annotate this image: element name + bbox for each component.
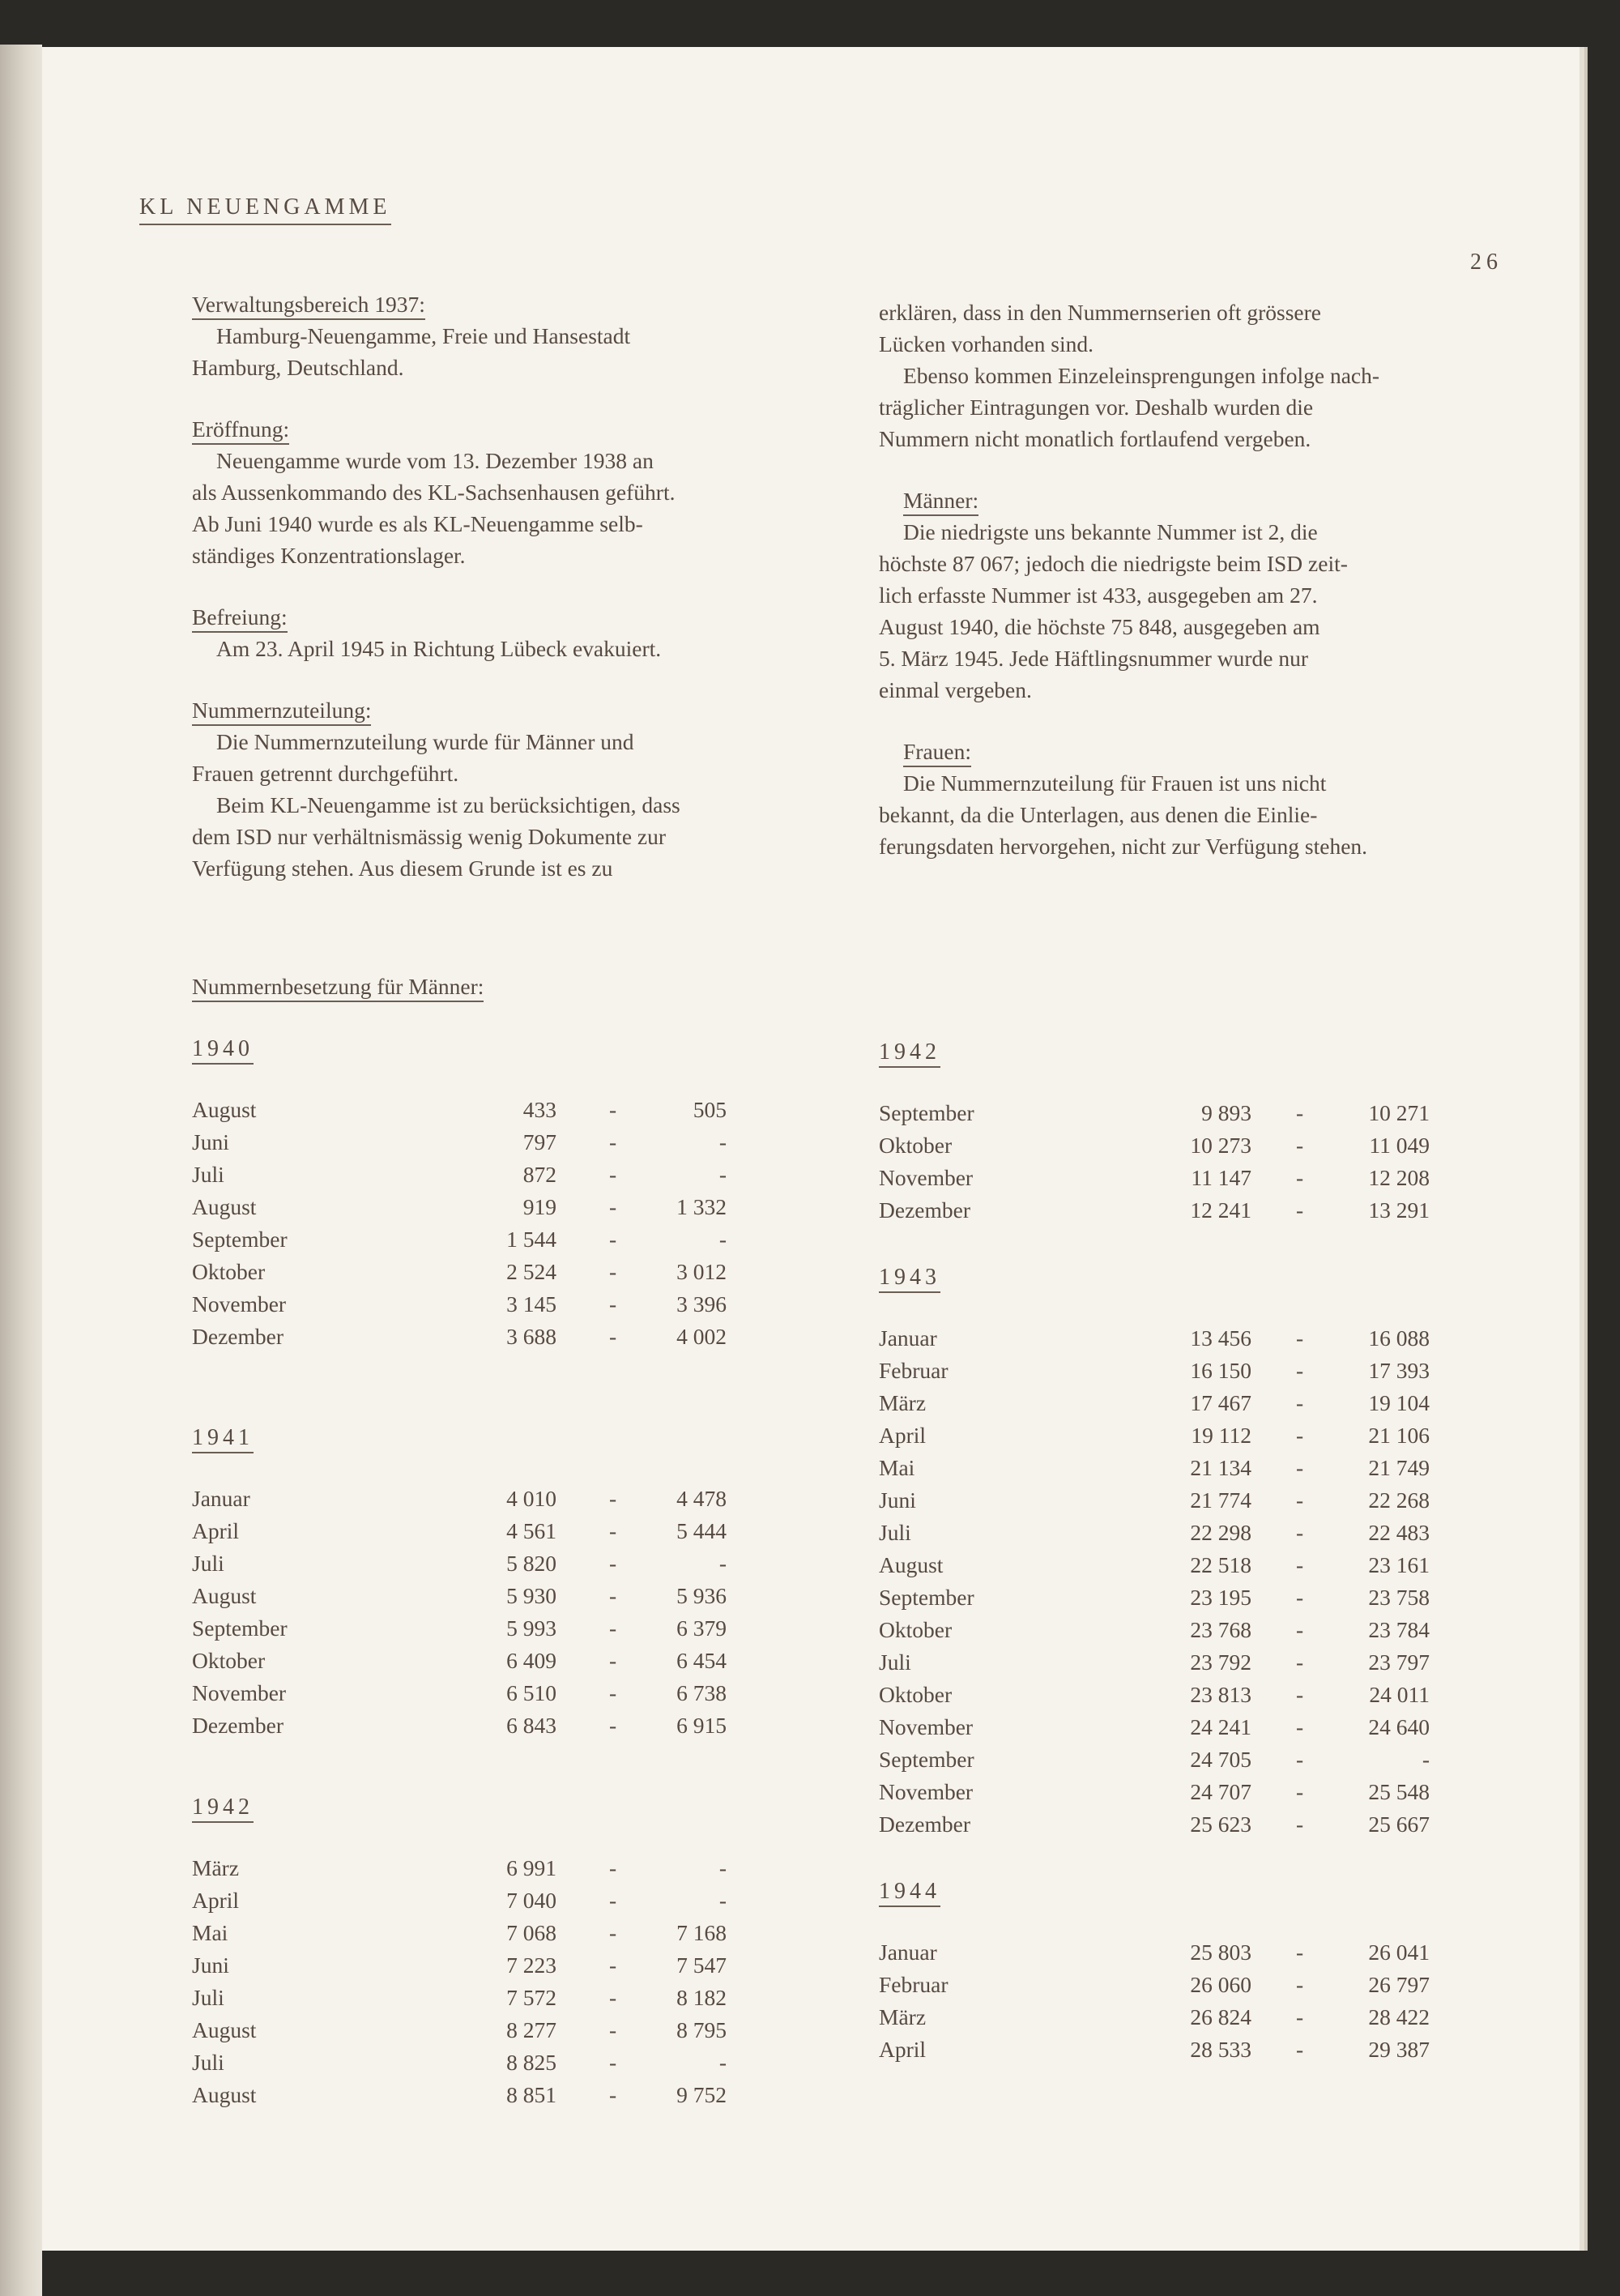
section-line: Frauen getrennt durchgeführt.: [192, 761, 459, 786]
month-cell: September: [192, 1227, 288, 1252]
range-dash-cell: -: [1296, 1617, 1304, 1642]
month-cell: April: [192, 1518, 240, 1543]
range-dash-cell: -: [609, 1227, 617, 1252]
range-dash-cell: -: [609, 1194, 617, 1219]
range-end-cell: 21 749: [1368, 1455, 1430, 1480]
section-line: 5. März 1945. Jede Häftlingsnummer wurde nur: [879, 646, 1309, 671]
page-header: KL NEUENGAMME: [139, 194, 391, 225]
range-end-cell: 8 795: [676, 2017, 727, 2042]
month-cell: September: [192, 1615, 288, 1641]
range-dash-cell: -: [1296, 1747, 1304, 1772]
range-start-cell: 8 851: [506, 2082, 556, 2107]
range-end-cell: 8 182: [676, 1985, 727, 2010]
range-dash-cell: -: [609, 1985, 617, 2010]
month-cell: Juni: [192, 1952, 229, 1978]
range-start-cell: 24 707: [1190, 1779, 1251, 1804]
range-dash-cell: -: [609, 1888, 617, 1913]
range-end-cell: -: [718, 1227, 727, 1252]
range-end-cell: -: [718, 1888, 727, 1913]
section-line: Hamburg, Deutschland.: [192, 355, 404, 380]
range-dash-cell: -: [1296, 1325, 1304, 1351]
range-end-cell: 505: [693, 1097, 727, 1122]
range-end-cell: 3 012: [676, 1259, 727, 1284]
range-start-cell: 6 409: [506, 1648, 556, 1673]
range-end-cell: -: [1422, 1747, 1430, 1772]
section-line: als Aussenkommando des KL-Sachsenhausen geführt.: [192, 480, 676, 505]
section-administration: [192, 288, 889, 383]
range-dash-cell: -: [1296, 1940, 1304, 1965]
numbering-title: Nummernbesetzung für Männer:: [192, 973, 484, 1002]
range-dash-cell: -: [1296, 1812, 1304, 1837]
month-cell: Februar: [879, 1358, 949, 1383]
range-end-cell: 12 208: [1368, 1165, 1430, 1190]
section-men: [879, 484, 1575, 516]
range-end-cell: -: [718, 1855, 727, 1880]
range-start-cell: 22 518: [1190, 1552, 1251, 1577]
range-start-cell: 5 820: [506, 1551, 556, 1576]
range-start-cell: 26 824: [1190, 2004, 1251, 2029]
range-dash-cell: -: [1296, 1649, 1304, 1675]
range-end-cell: 6 379: [676, 1615, 727, 1641]
range-end-cell: 23 758: [1368, 1585, 1430, 1610]
section-heading: Befreiung:: [192, 604, 288, 633]
range-start-cell: 8 277: [506, 2017, 556, 2042]
range-dash-cell: -: [1296, 1100, 1304, 1125]
page-number: 26: [1470, 250, 1503, 275]
range-dash-cell: -: [1296, 1133, 1304, 1158]
range-end-cell: -: [718, 1551, 727, 1576]
range-dash-cell: -: [609, 1952, 617, 1978]
section-heading: Männer:: [903, 487, 978, 516]
range-end-cell: 23 161: [1368, 1552, 1430, 1577]
range-start-cell: 919: [522, 1194, 556, 1219]
range-dash-cell: -: [1296, 1165, 1304, 1190]
range-dash-cell: -: [609, 2017, 617, 2042]
range-dash-cell: -: [1296, 1358, 1304, 1383]
range-start-cell: 6 991: [506, 1855, 556, 1880]
range-dash-cell: -: [609, 1583, 617, 1608]
year-heading: 1940: [192, 1035, 254, 1065]
month-cell: April: [879, 2037, 927, 2062]
month-cell: Mai: [879, 1455, 915, 1480]
year-heading: 1943: [879, 1264, 940, 1293]
month-cell: April: [879, 1423, 927, 1448]
section-line: Verfügung stehen. Aus diesem Grunde ist es zu: [192, 856, 613, 881]
month-cell: Oktober: [192, 1259, 266, 1284]
section-line: Beim KL-Neuengamme ist zu berücksichtigen, dass: [216, 792, 680, 817]
range-end-cell: 23 784: [1368, 1617, 1430, 1642]
month-cell: Dezember: [879, 1812, 970, 1837]
range-start-cell: 4 010: [506, 1486, 556, 1511]
month-cell: Februar: [879, 1972, 949, 1997]
range-dash-cell: -: [1296, 1972, 1304, 1997]
range-dash-cell: -: [609, 1920, 617, 1945]
range-dash-cell: -: [1296, 2037, 1304, 2062]
section-line: Die Nummernzuteilung wurde für Männer und: [216, 729, 634, 754]
month-cell: Dezember: [879, 1197, 970, 1223]
range-end-cell: 1 332: [676, 1194, 727, 1219]
month-cell: Oktober: [879, 1682, 953, 1707]
month-cell: Juli: [192, 2050, 224, 2075]
range-dash-cell: -: [609, 1615, 617, 1641]
month-cell: Januar: [879, 1325, 937, 1351]
range-start-cell: 6 843: [506, 1713, 556, 1738]
range-start-cell: 5 930: [506, 1583, 556, 1608]
section-opening: [192, 413, 889, 571]
month-cell: Januar: [192, 1486, 250, 1511]
range-dash-cell: -: [609, 1162, 617, 1187]
range-end-cell: 16 088: [1368, 1325, 1430, 1351]
month-cell: September: [879, 1100, 974, 1125]
intro-line: träglicher Eintragungen vor. Deshalb wurden die: [879, 395, 1314, 420]
section-heading: Verwaltungsbereich 1937:: [192, 291, 425, 320]
range-start-cell: 5 993: [506, 1615, 556, 1641]
range-dash-cell: -: [609, 1648, 617, 1673]
range-start-cell: 26 060: [1190, 1972, 1251, 1997]
range-end-cell: 7 168: [676, 1920, 727, 1945]
range-end-cell: 5 444: [676, 1518, 727, 1543]
range-start-cell: 9 893: [1201, 1100, 1251, 1125]
year-heading: 1944: [879, 1878, 940, 1907]
range-end-cell: 22 268: [1368, 1487, 1430, 1513]
range-start-cell: 2 524: [506, 1259, 556, 1284]
section-line: Die niedrigste uns bekannte Nummer ist 2, die: [903, 519, 1318, 544]
month-cell: Juli: [192, 1985, 224, 2010]
range-start-cell: 3 688: [506, 1324, 556, 1349]
range-dash-cell: -: [609, 1259, 617, 1284]
range-end-cell: 25 548: [1368, 1779, 1430, 1804]
range-dash-cell: -: [609, 1486, 617, 1511]
section-line: Die Nummernzuteilung für Frauen ist uns nicht: [903, 770, 1327, 796]
month-cell: Juli: [879, 1649, 911, 1675]
range-dash-cell: -: [609, 1680, 617, 1705]
range-dash-cell: -: [609, 1713, 617, 1738]
range-end-cell: 13 291: [1368, 1197, 1430, 1223]
range-end-cell: 29 387: [1368, 2037, 1430, 2062]
month-cell: April: [192, 1888, 240, 1913]
month-cell: August: [192, 1097, 257, 1122]
range-start-cell: 24 705: [1190, 1747, 1251, 1772]
range-end-cell: 10 271: [1368, 1100, 1430, 1125]
range-start-cell: 6 510: [506, 1680, 556, 1705]
month-cell: Juni: [192, 1129, 229, 1154]
range-start-cell: 7 572: [506, 1985, 556, 2010]
section-line: bekannt, da die Unterlagen, aus denen die Einlie-: [879, 802, 1318, 827]
month-cell: Juli: [192, 1162, 224, 1187]
numbering-title-wrap: [192, 971, 484, 1002]
month-cell: August: [192, 1194, 257, 1219]
section-line: Hamburg-Neuengamme, Freie und Hansestadt: [216, 323, 631, 348]
intro-line: Ebenso kommen Einzeleinsprengungen infolge nach-: [903, 363, 1380, 388]
range-start-cell: 7 068: [506, 1920, 556, 1945]
month-cell: Mai: [192, 1920, 228, 1945]
month-cell: August: [192, 1583, 257, 1608]
month-cell: September: [879, 1747, 974, 1772]
section-line: ständiges Konzentrationslager.: [192, 543, 466, 568]
book-binding: [0, 45, 42, 2296]
year-heading: 1942: [192, 1794, 254, 1823]
range-start-cell: 25 623: [1190, 1812, 1251, 1837]
month-cell: März: [192, 1855, 240, 1880]
range-start-cell: 23 195: [1190, 1585, 1251, 1610]
range-end-cell: 24 640: [1368, 1714, 1430, 1739]
range-start-cell: 10 273: [1190, 1133, 1251, 1158]
range-start-cell: 28 533: [1190, 2037, 1251, 2062]
section-line: einmal vergeben.: [879, 677, 1032, 702]
section-line: Am 23. April 1945 in Richtung Lübeck evakuiert.: [216, 636, 662, 661]
range-start-cell: 22 298: [1190, 1520, 1251, 1545]
range-dash-cell: -: [1296, 1682, 1304, 1707]
range-end-cell: 26 041: [1368, 1940, 1430, 1965]
range-dash-cell: -: [609, 2082, 617, 2107]
range-start-cell: 23 768: [1190, 1617, 1251, 1642]
range-end-cell: -: [718, 2050, 727, 2075]
section-heading: Nummernzuteilung:: [192, 697, 371, 726]
range-dash-cell: -: [609, 1551, 617, 1576]
range-dash-cell: -: [1296, 1714, 1304, 1739]
range-start-cell: 11 147: [1191, 1165, 1251, 1190]
range-end-cell: 9 752: [676, 2082, 727, 2107]
month-cell: Oktober: [192, 1648, 266, 1673]
section-line: Neuengamme wurde vom 13. Dezember 1938 an: [216, 448, 654, 473]
range-dash-cell: -: [609, 1097, 617, 1122]
range-start-cell: 23 813: [1190, 1682, 1251, 1707]
section-women: [879, 736, 1575, 767]
range-end-cell: 3 396: [676, 1291, 727, 1317]
right-text-column: [879, 297, 1575, 862]
range-end-cell: 6 454: [676, 1648, 727, 1673]
range-start-cell: 19 112: [1191, 1423, 1251, 1448]
month-cell: November: [192, 1680, 287, 1705]
month-cell: November: [192, 1291, 287, 1317]
range-dash-cell: -: [1296, 1520, 1304, 1545]
range-end-cell: 23 797: [1368, 1649, 1430, 1675]
range-end-cell: 21 106: [1368, 1423, 1430, 1448]
section-line: lich erfasste Nummer ist 433, ausgegeben am 27.: [879, 583, 1318, 608]
range-dash-cell: -: [1296, 1423, 1304, 1448]
month-cell: November: [879, 1714, 974, 1739]
range-end-cell: -: [718, 1129, 727, 1154]
range-end-cell: 22 483: [1368, 1520, 1430, 1545]
intro-line: erklären, dass in den Nummernserien oft grössere: [879, 300, 1321, 325]
range-dash-cell: -: [1296, 1487, 1304, 1513]
range-end-cell: -: [718, 1162, 727, 1187]
section-line: höchste 87 067; jedoch die niedrigste beim ISD zeit-: [879, 551, 1348, 576]
range-dash-cell: -: [609, 1129, 617, 1154]
range-end-cell: 7 547: [676, 1952, 727, 1978]
range-dash-cell: -: [1296, 1390, 1304, 1415]
month-cell: Juli: [192, 1551, 224, 1576]
month-cell: August: [192, 2082, 257, 2107]
range-end-cell: 11 049: [1369, 1133, 1430, 1158]
intro-line: Lücken vorhanden sind.: [879, 331, 1094, 356]
range-dash-cell: -: [609, 1291, 617, 1317]
section-number-allocation: [192, 694, 889, 884]
range-dash-cell: -: [1296, 1779, 1304, 1804]
range-start-cell: 13 456: [1190, 1325, 1251, 1351]
range-dash-cell: -: [609, 1324, 617, 1349]
range-start-cell: 16 150: [1190, 1358, 1251, 1383]
section-line: dem ISD nur verhältnismässig wenig Dokumente zur: [192, 824, 667, 849]
section-line: Ab Juni 1940 wurde es als KL-Neuengamme selb-: [192, 511, 643, 536]
range-end-cell: 26 797: [1368, 1972, 1430, 1997]
month-cell: Dezember: [192, 1324, 284, 1349]
range-end-cell: 25 667: [1368, 1812, 1430, 1837]
range-start-cell: 3 145: [506, 1291, 556, 1317]
range-end-cell: 6 915: [676, 1713, 727, 1738]
month-cell: August: [192, 2017, 257, 2042]
month-cell: Januar: [879, 1940, 937, 1965]
document-page: [42, 47, 1580, 2251]
range-end-cell: 24 011: [1369, 1682, 1430, 1707]
intro-line: Nummern nicht monatlich fortlaufend vergeben.: [879, 426, 1311, 451]
range-end-cell: 19 104: [1368, 1390, 1430, 1415]
section-liberation: [192, 601, 889, 664]
month-cell: Oktober: [879, 1133, 953, 1158]
section-line: ferungsdaten hervorgehen, nicht zur Verfügung stehen.: [879, 834, 1368, 859]
range-end-cell: 6 738: [676, 1680, 727, 1705]
month-cell: November: [879, 1165, 974, 1190]
range-dash-cell: -: [1296, 1585, 1304, 1610]
month-cell: August: [879, 1552, 944, 1577]
section-line: August 1940, die höchste 75 848, ausgegeben am: [879, 614, 1320, 639]
range-start-cell: 1 544: [506, 1227, 556, 1252]
range-dash-cell: -: [609, 2050, 617, 2075]
year-heading: 1941: [192, 1424, 254, 1453]
range-start-cell: 17 467: [1190, 1390, 1251, 1415]
range-start-cell: 433: [522, 1097, 556, 1122]
range-dash-cell: -: [1296, 1455, 1304, 1480]
range-start-cell: 8 825: [506, 2050, 556, 2075]
range-end-cell: 4 002: [676, 1324, 727, 1349]
month-cell: März: [879, 2004, 927, 2029]
range-start-cell: 23 792: [1190, 1649, 1251, 1675]
section-heading: Eröffnung:: [192, 416, 289, 445]
range-dash-cell: -: [1296, 1197, 1304, 1223]
year-heading: 1942: [879, 1039, 940, 1068]
range-end-cell: 4 478: [676, 1486, 727, 1511]
range-start-cell: 24 241: [1190, 1714, 1251, 1739]
range-start-cell: 797: [522, 1129, 556, 1154]
month-cell: November: [879, 1779, 974, 1804]
section-heading: Frauen:: [903, 738, 971, 767]
month-cell: Juni: [879, 1487, 916, 1513]
range-start-cell: 7 040: [506, 1888, 556, 1913]
left-text-column: [192, 288, 889, 884]
range-dash-cell: -: [1296, 1552, 1304, 1577]
month-cell: Juli: [879, 1520, 911, 1545]
range-start-cell: 25 803: [1190, 1940, 1251, 1965]
range-dash-cell: -: [609, 1518, 617, 1543]
month-cell: März: [879, 1390, 927, 1415]
range-end-cell: 5 936: [676, 1583, 727, 1608]
range-start-cell: 872: [522, 1162, 556, 1187]
range-end-cell: 17 393: [1368, 1358, 1430, 1383]
range-start-cell: 12 241: [1190, 1197, 1251, 1223]
range-end-cell: 28 422: [1368, 2004, 1430, 2029]
month-cell: Dezember: [192, 1713, 284, 1738]
range-start-cell: 7 223: [506, 1952, 556, 1978]
range-start-cell: 4 561: [506, 1518, 556, 1543]
range-dash-cell: -: [609, 1855, 617, 1880]
range-dash-cell: -: [1296, 2004, 1304, 2029]
month-cell: Oktober: [879, 1617, 953, 1642]
range-start-cell: 21 774: [1190, 1487, 1251, 1513]
range-start-cell: 21 134: [1190, 1455, 1251, 1480]
month-cell: September: [879, 1585, 974, 1610]
